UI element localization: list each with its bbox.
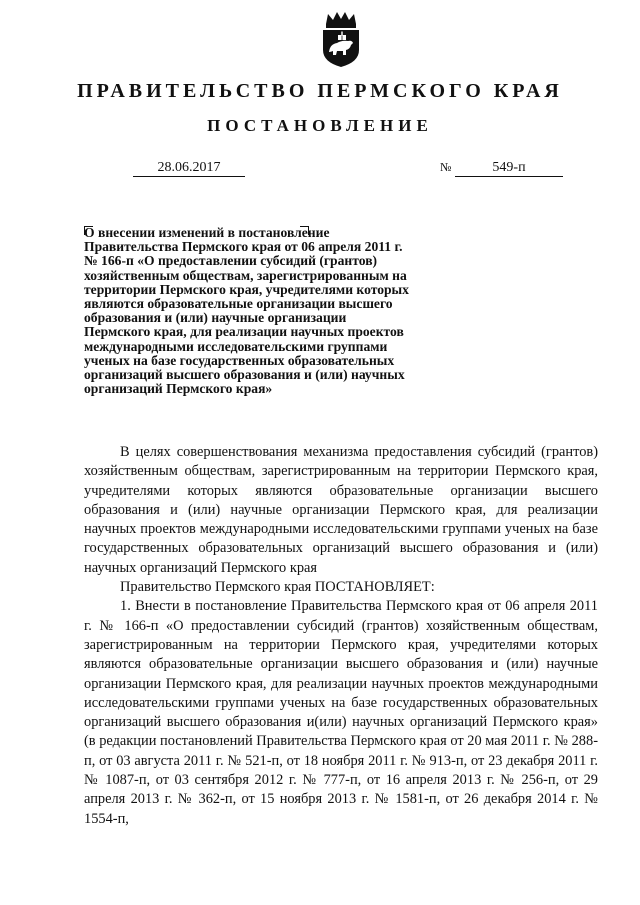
number-label: № [440,160,452,174]
item-1-paragraph: 1. Внести в постановление Правительства Пермского края от 06 апреля 2011 г. № 166-п «О предоставлении субсидий (грантов) хозяйственным обществам, зарегистрированным на территории Пермского края, учредителями которых являются образовательные организации высшего образования и (или) научные организации Пермского края, для реализации научных проектов международными исследовательскими группами ученых на базе государственных образовательных организаций высшего образования и(или) научных организаций Пермского края» (в редакции постановлений Правительства Пермского края от 20 мая 2011 г. № 288-п, от 03 августа 2011 г. № 521-п, от 18 ноября 2011 г. № 913-п, от 23 декабря 2011 г. № 1087-п, от 03 сентября 2012 г. № 777-п, от 16 апреля 2013 г. № 256-п, от 29 апреля 2013 г. № 362-п, от 15 ноября 2013 г. № 1581-п, от 26 декабря 2014 г. № 1554-п, [84,598,598,827]
organization-title: ПРАВИТЕЛЬСТВО ПЕРМСКОГО КРАЯ [77,80,563,102]
coat-of-arms-icon [318,10,364,68]
document-type: ПОСТАНОВЛЕНИЕ [207,116,433,135]
document-number: 549-п [455,160,563,177]
preamble-paragraph: В целях совершенствования механизма предоставления субсидий (грантов) хозяйственным обществам, зарегистрированным на территории Пермского края, учредителями которых являются образовательные организации высшего образования и (или) научные организации Пермского края, для реализации научных проектов международными исследовательскими группами ученых на базе государственных образовательных организаций высшего образования и (или) научных организаций Пермского края [84,444,598,576]
resolves-paragraph: Правительство Пермского края ПОСТАНОВЛЯЕТ: [120,579,435,596]
document-subject: О внесении изменений в постановление Правительства Пермского края от 06 апреля 2011 г. № 166-п «О предоставлении субсидий (грантов) хозяйственным обществам, зарегистрированным на территории Пермского края, учредителями которых являются образовательные организации высшего образования и (или) научные организации Пермского края, для реализации научных проектов международными исследовательскими группами ученых на базе государственных образовательных организаций высшего образования и (или) научных организаций Пермского края» [84,225,409,397]
document-body [84,443,598,829]
document-date: 28.06.2017 [133,160,245,177]
